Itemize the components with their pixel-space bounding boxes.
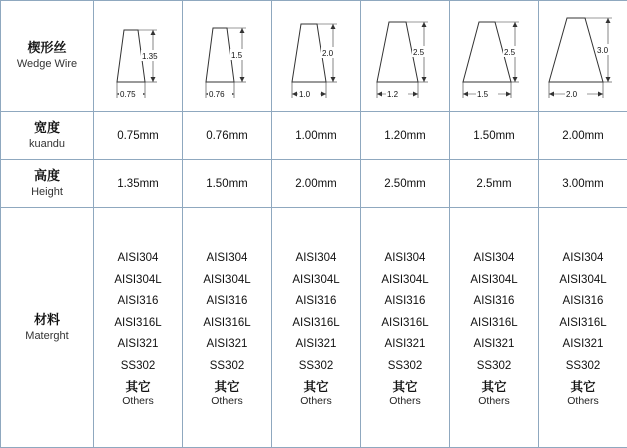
material-list — [95, 242, 181, 413]
material-other-cn: 其它 — [570, 380, 596, 395]
dim-width-5: 1.5 — [477, 90, 489, 99]
material-cell-6 — [539, 208, 627, 448]
material-list — [451, 242, 537, 413]
row-label-material-cn: 材料 — [33, 311, 60, 327]
material-item: AISI316 — [473, 295, 515, 308]
material-cell-2 — [183, 208, 272, 448]
material-item: AISI316 — [117, 295, 159, 308]
wedge-profile-svg-4 — [362, 4, 448, 108]
wedge-profile-svg-1 — [95, 4, 181, 108]
dim-width-3: 1.0 — [299, 90, 311, 99]
material-item: SS302 — [298, 359, 334, 372]
material-other-cn: 其它 — [303, 380, 329, 395]
material-item: AISI304L — [559, 273, 607, 286]
material-item: AISI316L — [559, 316, 607, 329]
table-row-shape — [1, 1, 627, 112]
material-item: AISI321 — [295, 338, 337, 351]
table-row-height — [1, 160, 627, 208]
width-value-2: 0.76mm — [183, 112, 272, 160]
row-label-shape-cn: 楔形丝 — [27, 40, 67, 55]
table-row-material — [1, 208, 627, 448]
height-value-3: 2.00mm — [272, 160, 361, 208]
material-list — [273, 242, 359, 413]
material-item: AISI316 — [295, 295, 337, 308]
material-item: AISI316L — [114, 316, 162, 329]
material-item: AISI316 — [384, 295, 426, 308]
material-item: SS302 — [387, 359, 423, 372]
material-cell-5 — [450, 208, 539, 448]
dim-width-6: 2.0 — [566, 90, 578, 99]
material-item: AISI316L — [203, 316, 251, 329]
material-item: AISI304L — [114, 273, 162, 286]
material-other-cn: 其它 — [125, 380, 151, 395]
width-value-1: 0.75mm — [94, 112, 183, 160]
material-item: AISI321 — [117, 338, 159, 351]
material-item: SS302 — [120, 359, 156, 372]
dim-height-5: 2.5 — [504, 48, 516, 57]
wedge-profile-svg-5 — [451, 4, 537, 108]
row-label-material — [1, 208, 94, 448]
material-item: AISI316 — [562, 295, 604, 308]
row-label-shape — [1, 1, 94, 112]
material-item: AISI304L — [470, 273, 518, 286]
material-other-cn: 其它 — [392, 380, 418, 395]
material-cell-3 — [272, 208, 361, 448]
material-item: AISI304 — [117, 252, 159, 265]
row-label-material-en: Materght — [25, 329, 69, 342]
material-other-en: Others — [567, 394, 599, 407]
material-list — [184, 242, 270, 413]
material-item: AISI321 — [473, 338, 515, 351]
material-item: AISI304 — [384, 252, 426, 265]
wedge-profile-svg-2 — [184, 4, 270, 108]
material-item: AISI316 — [206, 295, 248, 308]
row-label-height-cn: 高度 — [33, 167, 60, 183]
dim-width-2: 0.76 — [209, 90, 225, 99]
table-row-width — [1, 112, 627, 160]
shape-diagram-2 — [183, 1, 272, 112]
material-item: SS302 — [476, 359, 512, 372]
dim-width-1: 0.75 — [120, 90, 136, 99]
row-label-width-en: kuandu — [28, 137, 66, 150]
material-item: SS302 — [209, 359, 245, 372]
material-item: AISI316L — [470, 316, 518, 329]
material-item: AISI304 — [295, 252, 337, 265]
shape-diagram-3 — [272, 1, 361, 112]
height-value-4: 2.50mm — [361, 160, 450, 208]
height-value-6: 3.00mm — [539, 160, 627, 208]
material-item: AISI304 — [473, 252, 515, 265]
material-item: AISI304L — [203, 273, 251, 286]
height-value-5: 2.5mm — [450, 160, 539, 208]
dim-height-3: 2.0 — [322, 49, 334, 58]
wedge-profile-svg-6 — [540, 4, 626, 108]
shape-diagram-6 — [539, 1, 627, 112]
material-item: AISI304L — [292, 273, 340, 286]
dim-width-4: 1.2 — [387, 90, 399, 99]
material-other-en: Others — [211, 394, 243, 407]
material-item: AISI321 — [206, 338, 248, 351]
width-value-5: 1.50mm — [450, 112, 539, 160]
material-item: AISI304 — [206, 252, 248, 265]
dim-height-1: 1.35 — [142, 52, 158, 61]
row-label-shape-en: Wedge Wire — [16, 58, 78, 71]
material-item: SS302 — [565, 359, 601, 372]
dim-height-4: 2.5 — [413, 48, 425, 57]
material-item: AISI304L — [381, 273, 429, 286]
material-item: AISI316L — [292, 316, 340, 329]
material-other-en: Others — [122, 394, 154, 407]
material-cell-1 — [94, 208, 183, 448]
material-cell-4 — [361, 208, 450, 448]
width-value-3: 1.00mm — [272, 112, 361, 160]
shape-diagram-1 — [94, 1, 183, 112]
dim-height-6: 3.0 — [597, 46, 609, 55]
wedge-profile-svg-3 — [273, 4, 359, 108]
height-value-2: 1.50mm — [183, 160, 272, 208]
material-list — [362, 242, 448, 413]
width-value-6: 2.00mm — [539, 112, 627, 160]
height-value-1: 1.35mm — [94, 160, 183, 208]
shape-diagram-5 — [450, 1, 539, 112]
dim-height-2: 1.5 — [231, 51, 243, 60]
material-item: AISI321 — [562, 338, 604, 351]
material-item: AISI321 — [384, 338, 426, 351]
material-other-en: Others — [300, 394, 332, 407]
row-label-width-cn: 宽度 — [33, 119, 60, 135]
material-other-en: Others — [478, 394, 510, 407]
shape-diagram-4 — [361, 1, 450, 112]
row-label-width — [1, 112, 94, 160]
material-item: AISI304 — [562, 252, 604, 265]
material-other-en: Others — [389, 394, 421, 407]
material-item: AISI316L — [381, 316, 429, 329]
material-list — [540, 242, 626, 413]
material-other-cn: 其它 — [214, 380, 240, 395]
material-other-cn: 其它 — [481, 380, 507, 395]
row-label-height — [1, 160, 94, 208]
row-label-height-en: Height — [31, 186, 63, 199]
width-value-4: 1.20mm — [361, 112, 450, 160]
